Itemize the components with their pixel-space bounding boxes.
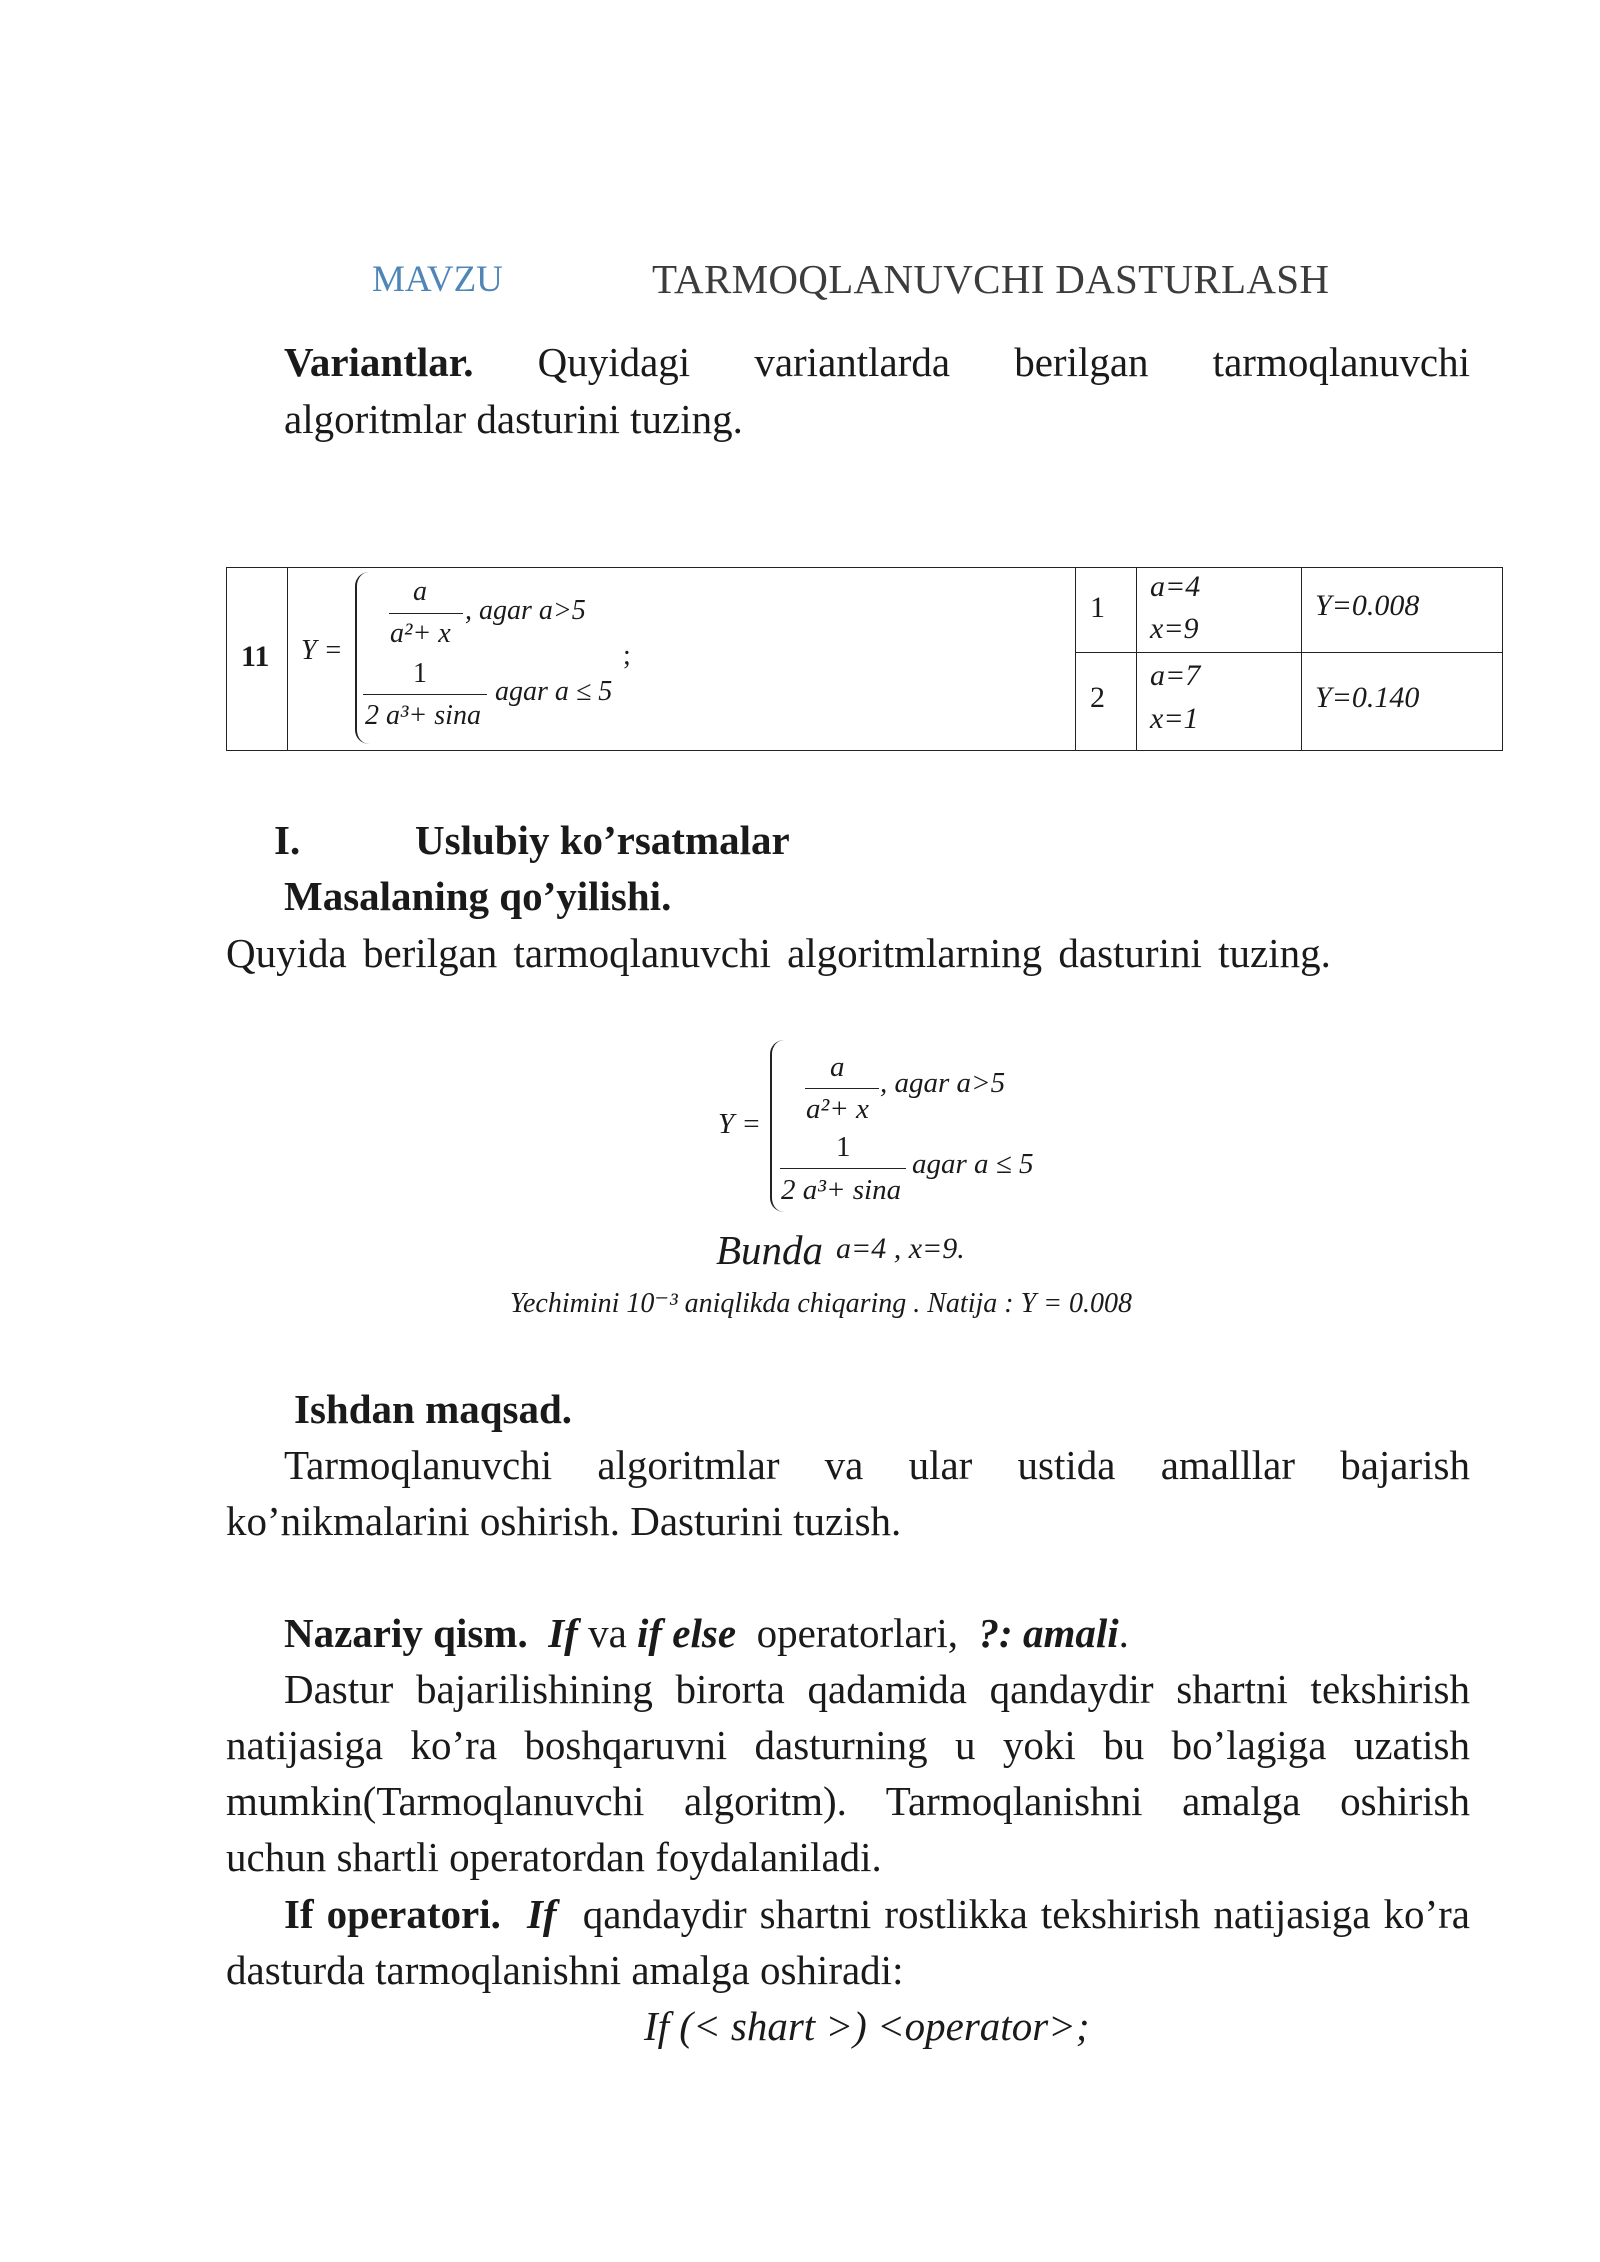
nazariy-line4: uchun shartli operatordan foydalaniladi.: [226, 1834, 882, 1880]
if-operator-line2: dasturda tarmoqlanishni amalga oshiradi:: [226, 1947, 904, 1993]
heading-period: .: [1118, 1610, 1129, 1656]
yechim-line: Yechimini 10⁻³ aniqlikda chiqaring . Natija : Y = 0.008: [510, 1288, 1133, 1319]
table-cond1: , agar a>5: [465, 595, 586, 626]
row1-result: Y=0.008: [1315, 589, 1420, 622]
formula-cond2: agar a ≤ 5: [912, 1148, 1034, 1180]
topic-label: MAVZU: [372, 259, 503, 300]
if-keyword: If: [548, 1610, 578, 1656]
row1-no: 1: [1090, 591, 1105, 624]
formula-cond1: , agar a>5: [880, 1067, 1006, 1099]
amali-keyword: ?: amali: [978, 1610, 1119, 1656]
formula-num1: a: [830, 1051, 845, 1083]
formula-brace: [770, 1040, 786, 1212]
row1-x: x=9: [1150, 612, 1199, 645]
formula-den2: 2 a³+ sina: [781, 1174, 902, 1206]
maqsad-line2: ko’nikmalarini oshirish. Dasturini tuzish.: [226, 1498, 902, 1544]
variants-line1: [284, 334, 1470, 391]
nazariy-line2: natijasiga ko’ra boshqaruvni dasturning u yoki bu bo’lagiga uzatish: [226, 1722, 1470, 1768]
if-operator-label: If operatori.: [284, 1891, 501, 1937]
variants-label: Variantlar.: [284, 339, 474, 385]
table-semicolon: ;: [623, 640, 631, 671]
section-subtitle: Masalaning qo’yilishi.: [284, 873, 672, 919]
ifelse-keyword: if else: [637, 1610, 737, 1656]
row2-no: 2: [1090, 681, 1105, 714]
table-cond2: agar a ≤ 5: [495, 676, 613, 707]
if-operator-line1: [284, 1886, 1470, 1943]
variants-line2: algoritmlar dasturini tuzing.: [284, 396, 743, 442]
nazariy-line3: mumkin(Tarmoqlanuvchi algoritm). Tarmoqlanishni amalga oshirish: [226, 1778, 1470, 1824]
row2-x: x=1: [1150, 702, 1199, 735]
table-den1: a²+ x: [390, 618, 451, 649]
va-word: va: [588, 1610, 627, 1656]
operators-word: operatorlari,: [756, 1610, 959, 1656]
formula-den1: a²+ x: [806, 1093, 869, 1125]
section-title: Uslubiy ko’rsatmalar: [415, 817, 790, 863]
table-num2: 1: [413, 658, 427, 689]
maqsad-title: Ishdan maqsad.: [294, 1386, 573, 1432]
bunda-values: a=4 , x=9.: [836, 1232, 965, 1265]
nazariy-heading: [284, 1605, 1129, 1662]
if-syntax: If (< shart >) <operator>;: [644, 2003, 1090, 2049]
row1-a: a=4: [1150, 570, 1201, 603]
row2-result: Y=0.140: [1315, 681, 1420, 714]
if-operator-if: If: [526, 1891, 557, 1937]
table-y-eq: Y =: [301, 635, 343, 666]
if-operator-text: qandaydir shartni rostlikka tekshirish natijasiga ko’ra: [582, 1891, 1471, 1937]
variants-text: Quyidagi variantlarda berilgan tarmoqlanuvchi: [537, 339, 1470, 385]
section-text: Quyida berilgan tarmoqlanuvchi algoritmlarning dasturini tuzing.: [226, 930, 1331, 976]
page-title: TARMOQLANUVCHI DASTURLASH: [652, 256, 1330, 302]
section-number: I.: [274, 817, 301, 863]
maqsad-line1: Tarmoqlanuvchi algoritmlar va ular ustida amalllar bajarish: [284, 1442, 1470, 1488]
formula-y-eq: Y =: [718, 1108, 761, 1140]
row2-a: a=7: [1150, 659, 1201, 692]
formula-num2: 1: [836, 1131, 851, 1163]
table-den2: 2 a³+ sina: [365, 700, 481, 731]
nazariy-line1: Dastur bajarilishining birorta qadamida qandaydir shartni tekshirish: [284, 1666, 1470, 1712]
bunda-word: Bunda: [716, 1227, 824, 1273]
nazariy-label: Nazariy qism.: [284, 1610, 528, 1656]
table-num1: a: [413, 576, 427, 607]
variant-number: 11: [241, 640, 270, 673]
variants-table: [226, 567, 1503, 751]
